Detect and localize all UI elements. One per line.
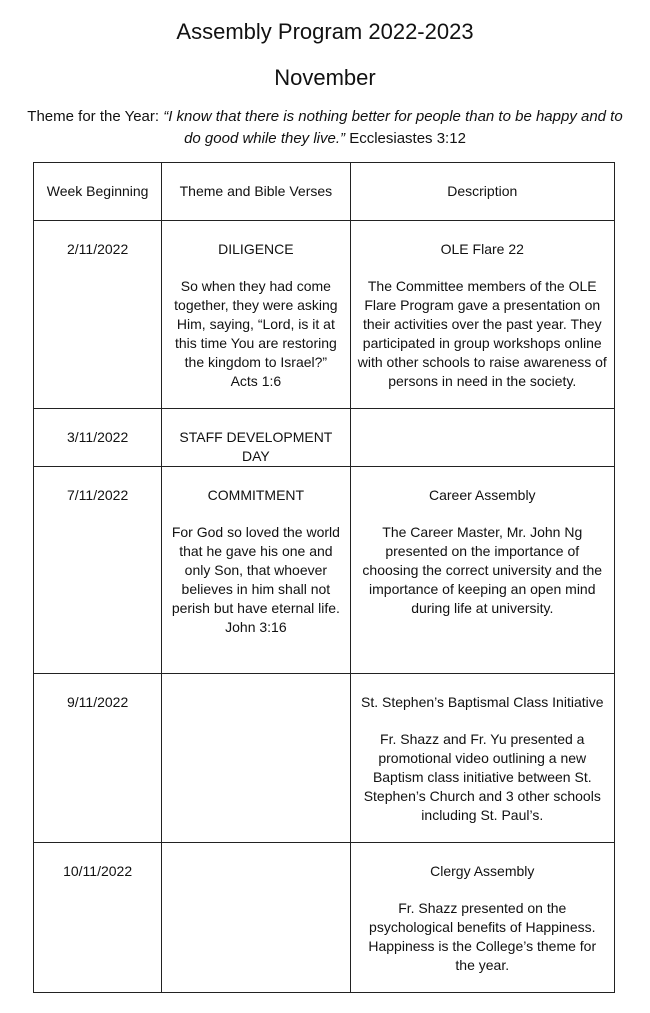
week-cell: 3/11/2022 xyxy=(34,409,162,467)
table-row xyxy=(34,674,615,843)
page-title: Assembly Program 2022-2023 xyxy=(176,19,474,44)
week-cell: 9/11/2022 xyxy=(34,674,162,843)
header-theme-and-verses: Theme and Bible Verses xyxy=(162,163,350,221)
header-week-beginning: Week Beginning xyxy=(34,163,162,221)
theme-cell xyxy=(162,221,350,409)
week-cell: 10/11/2022 xyxy=(34,843,162,993)
description-text: The Committee members of the OLE Flare Program gave a presentation on their activities over the past year. They participated in group workshops online with other schools to raise awareness of persons in need in the society. xyxy=(357,278,607,389)
table-row xyxy=(34,409,615,467)
week-cell: 7/11/2022 xyxy=(34,467,162,674)
description-text: Fr. Shazz presented on the psychological benefits of Happiness. Happiness is the College’s theme for the year. xyxy=(368,900,597,973)
description-title: OLE Flare 22 xyxy=(440,241,524,257)
assembly-program-table xyxy=(33,162,615,993)
verse-reference: Acts 1:6 xyxy=(230,373,282,389)
description-title: Clergy Assembly xyxy=(430,863,535,879)
description-cell xyxy=(350,221,614,409)
description-cell xyxy=(350,409,614,467)
theme-name: STAFF DEVELOPMENT DAY xyxy=(179,429,333,464)
bible-verse: So when they had come together, they were asking Him, saying, “Lord, is it at this time You are restoring the kingdom to Israel?” xyxy=(174,278,338,370)
theme-quote: “I know that there is nothing better for people than to be happy and to do good while they live.” xyxy=(163,108,623,147)
month-heading: November xyxy=(274,65,376,90)
theme-cell xyxy=(162,467,350,674)
table-header-row xyxy=(34,163,615,221)
week-cell: 2/11/2022 xyxy=(34,221,162,409)
theme-name: COMMITMENT xyxy=(207,487,305,503)
theme-cell xyxy=(162,409,350,467)
theme-name: DILIGENCE xyxy=(218,241,294,257)
theme-cell xyxy=(162,674,350,843)
description-title: St. Stephen’s Baptismal Class Initiative xyxy=(361,694,604,710)
description-cell xyxy=(350,843,614,993)
description-cell xyxy=(350,674,614,843)
description-text: Fr. Shazz and Fr. Yu presented a promotional video outlining a new Baptism class initiative between St. Stephen’s Church and 3 other schools including St. Paul’s. xyxy=(363,731,601,823)
theme-cell xyxy=(162,843,350,993)
description-title: Career Assembly xyxy=(428,487,536,503)
theme-label: Theme for the Year: xyxy=(27,108,160,125)
description-cell xyxy=(350,467,614,674)
verse-reference: John 3:16 xyxy=(225,619,287,635)
table-row xyxy=(34,467,615,674)
theme-of-year xyxy=(20,106,630,150)
table-row xyxy=(34,843,615,993)
table-row xyxy=(34,221,615,409)
bible-verse: For God so loved the world that he gave his one and only Son, that whoever believes in him shall not perish but have eternal life. xyxy=(171,524,340,616)
description-text: The Career Master, Mr. John Ng presented on the importance of choosing the correct university and the importance of keeping an open mind during life at university. xyxy=(362,524,603,616)
header-description: Description xyxy=(350,163,614,221)
theme-reference: Ecclesiastes 3:12 xyxy=(349,130,466,147)
